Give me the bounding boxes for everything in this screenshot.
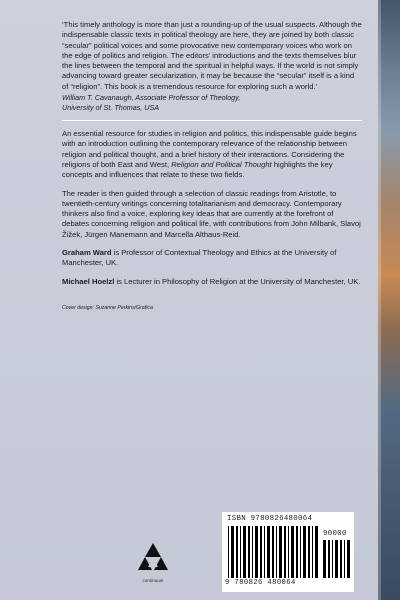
attribution-line-1: William T. Cavanaugh, Associate Professor of Theology, [62,93,241,103]
editor-name-2: Michael Hoelzl [62,276,115,286]
barcode-bar [328,540,330,578]
barcode-bar [312,526,313,578]
publisher-name: continuum [142,578,164,583]
barcode-bar [344,540,345,578]
attribution-line-2: University of St. Thomas, USA [62,103,160,113]
editor-bio-2 [62,277,362,287]
publisher-logo [133,540,173,586]
barcode-bar [340,540,342,578]
description-paragraph-1 [62,129,362,180]
cover-design-credit: Cover design: Suzanne Perkins/Grafica [62,304,153,311]
barcode-bar [288,526,289,578]
barcode-bar [267,526,270,578]
editor-name-1: Graham Ward [62,248,112,258]
price-code: 90000 [323,530,347,538]
review-quote: ‘This timely anthology is more than just a rounding-up of the usual suspects. Although the indispensable classic texts in political theology are here, they are joined by both classic “secular” political voices and some provocative new contemporary voices who work on the edge of politics and religion. The editors’ introductions and the texts themselves blur the lines between the temporal and the spiritual in helpful ways. If the world is not simply advancing toward greater secularization, it may be because the “secular” itself is a kind of “religion”. This book is a tremendous resource for exploring such a world.’ [62,20,362,91]
barcode-bar [272,526,274,578]
barcode-bar [231,526,234,578]
barcode-bar [240,526,241,578]
quote-attribution [62,93,362,113]
barcode-bar [243,526,246,578]
barcode-bar [347,540,350,578]
editor-bio-text-2: is Lecturer in Philosophy of Religion at the University of Manchester, UK. [116,276,361,286]
barcode-bar [303,526,306,578]
barcode-bar [300,526,301,578]
barcode-bar [255,526,258,578]
barcode-bar [315,526,318,578]
barcode-bar [228,526,229,578]
barcode-bar [260,526,262,578]
barcode-bar [276,526,277,578]
barcode-bar [236,526,238,578]
isbn-digits: 9 780826 480064 [225,579,296,587]
isbn-label: ISBN 9780826480064 [227,515,313,523]
description-text-a: An essential resource for studies in religion and politics, this indispensable guide begins with an introduction outlining the contemporary relevance of the relationship between religion and political thought, and a brief history of their interactions. Considering the religions of both East and West, [62,129,357,169]
barcode-bar [279,526,282,578]
barcode-bar [252,526,253,578]
isbn-barcode [222,512,354,592]
barcode-bar [284,526,286,578]
barcode-bar [308,526,310,578]
editor-bio-text-1: is Professor of Contextual Theology and Ethics at the University of Manchester, UK. [62,248,337,268]
cover-photo-edge [378,0,400,600]
barcode-bars-main [228,526,320,578]
description-text-b: highlights the key concepts and influences that relate to these two fields. [62,159,333,180]
barcode-bar [264,526,265,578]
barcode-bar [332,540,333,578]
continuum-logo-icon [136,540,170,574]
blurb-column [62,20,362,312]
barcode-bars-addon [323,540,350,578]
description-paragraph-2: The reader is then guided through a selection of classic readings from Aristotle, to twentieth-century writings concerning totalitarianism and democracy. Contemporary thinkers also find a voice, exploring key ideas that are currently at the forefront of debates concerning religion and political life, with contributions from John Milbank, Slavoj Žižek, Jürgen Manemann and Marcella Althaus-Reid. [62,188,361,239]
barcode-bar [296,526,298,578]
barcode-bar [291,526,294,578]
barcode-bar [335,540,338,578]
book-title: Religion and Political Thought [171,159,272,169]
divider-rule [62,120,362,121]
barcode-bar [248,526,250,578]
editor-bio-1 [62,248,362,269]
barcode-bar [323,540,326,578]
